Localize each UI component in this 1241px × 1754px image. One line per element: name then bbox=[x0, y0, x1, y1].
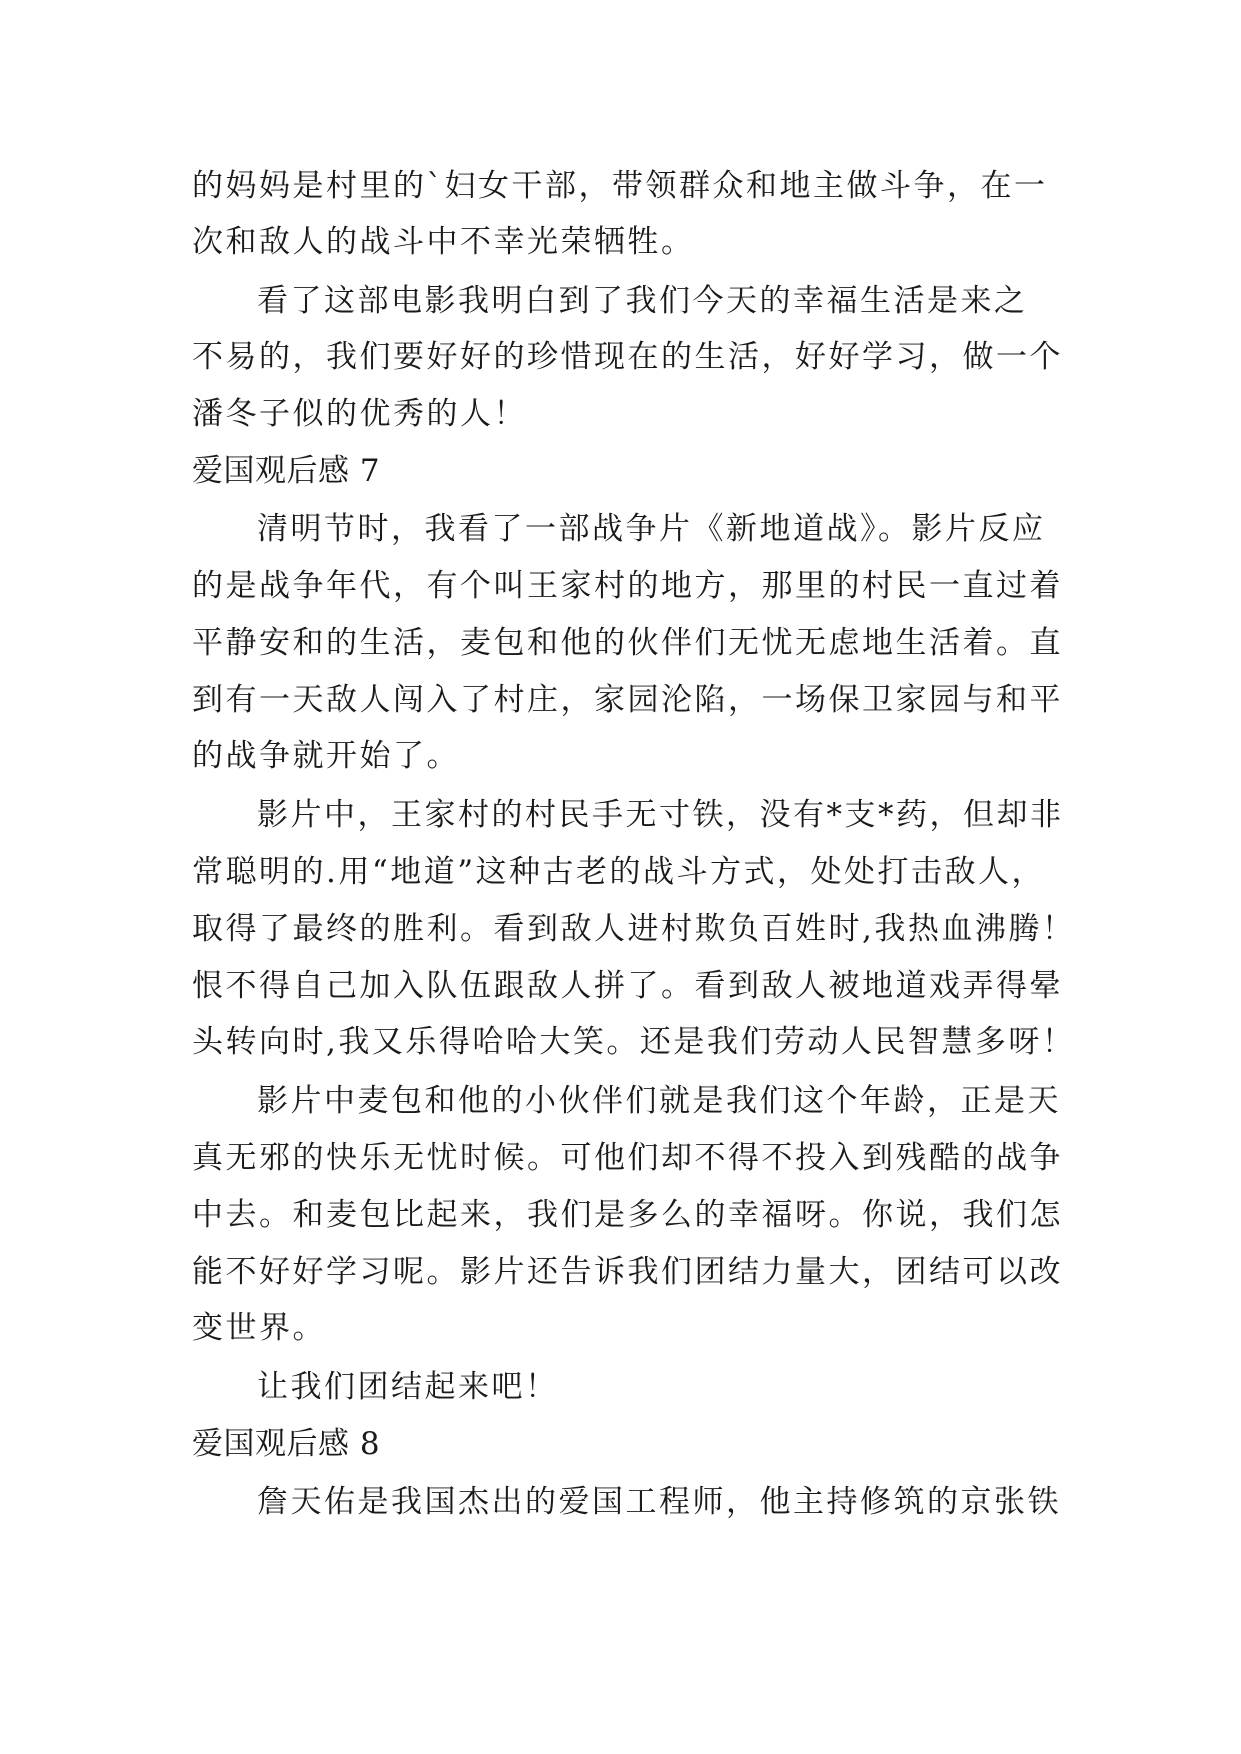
paragraph-first-line: 看了这部电影我明白到了我们今天的幸福生活是来之 bbox=[257, 283, 1028, 319]
paragraph-first-line: 詹天佑是我国杰出的爱国工程师，他主持修筑的京张铁 bbox=[257, 1484, 1061, 1520]
body-text-line: 取得了最终的胜利。看到敌人进村欺负百姓时,我热血沸腾！ bbox=[192, 911, 1076, 947]
body-text-line: 次和敌人的战斗中不幸光荣牺牲。 bbox=[192, 224, 695, 260]
body-text-line: 的战争就开始了。 bbox=[192, 738, 460, 774]
body-text-line: 能不好好学习呢。影片还告诉我们团结力量大，团结可以改 bbox=[192, 1254, 1063, 1290]
paragraph-first-line: 影片中，王家村的村民手无寸铁，没有*支*药，但却非 bbox=[257, 797, 1064, 833]
body-text-line: 真无邪的快乐无忧时候。可他们却不得不投入到残酷的战争 bbox=[192, 1140, 1063, 1176]
body-text-line: 平静安和的生活，麦包和他的伙伴们无忧无虑地生活着。直 bbox=[192, 625, 1063, 661]
body-text-line: 常聪明的.用“地道”这种古老的战斗方式，处处打击敌人， bbox=[192, 854, 1046, 890]
body-text-line: 到有一天敌人闯入了村庄，家园沦陷，一场保卫家园与和平 bbox=[192, 682, 1063, 718]
body-text-line: 不易的，我们要好好的珍惜现在的生活，好好学习，做一个 bbox=[192, 339, 1063, 375]
section-heading-7: 爱国观后感 7 bbox=[192, 453, 381, 489]
body-text-line: 头转向时,我又乐得哈哈大笑。还是我们劳动人民智慧多呀！ bbox=[192, 1024, 1076, 1060]
body-text-line: 潘冬子似的优秀的人！ bbox=[192, 396, 527, 432]
body-text-line: 恨不得自己加入队伍跟敌人拼了。看到敌人被地道戏弄得晕 bbox=[192, 968, 1063, 1004]
body-text-line: 变世界。 bbox=[192, 1310, 326, 1346]
body-text-line: 中去。和麦包比起来，我们是多么的幸福呀。你说，我们怎 bbox=[192, 1197, 1063, 1233]
paragraph-first-line: 清明节时，我看了一部战争片《新地道战》。影片反应 bbox=[257, 511, 1046, 547]
body-text-line: 的妈妈是村里的`妇女干部，带领群众和地主做斗争，在一 bbox=[192, 168, 1048, 204]
paragraph-first-line: 让我们团结起来吧！ bbox=[257, 1369, 559, 1405]
paragraph-first-line: 影片中麦包和他的小伙伴们就是我们这个年龄，正是天 bbox=[257, 1083, 1061, 1119]
section-heading-8: 爱国观后感 8 bbox=[192, 1426, 381, 1462]
body-text-line: 的是战争年代，有个叫王家村的地方，那里的村民一直过着 bbox=[192, 568, 1063, 604]
